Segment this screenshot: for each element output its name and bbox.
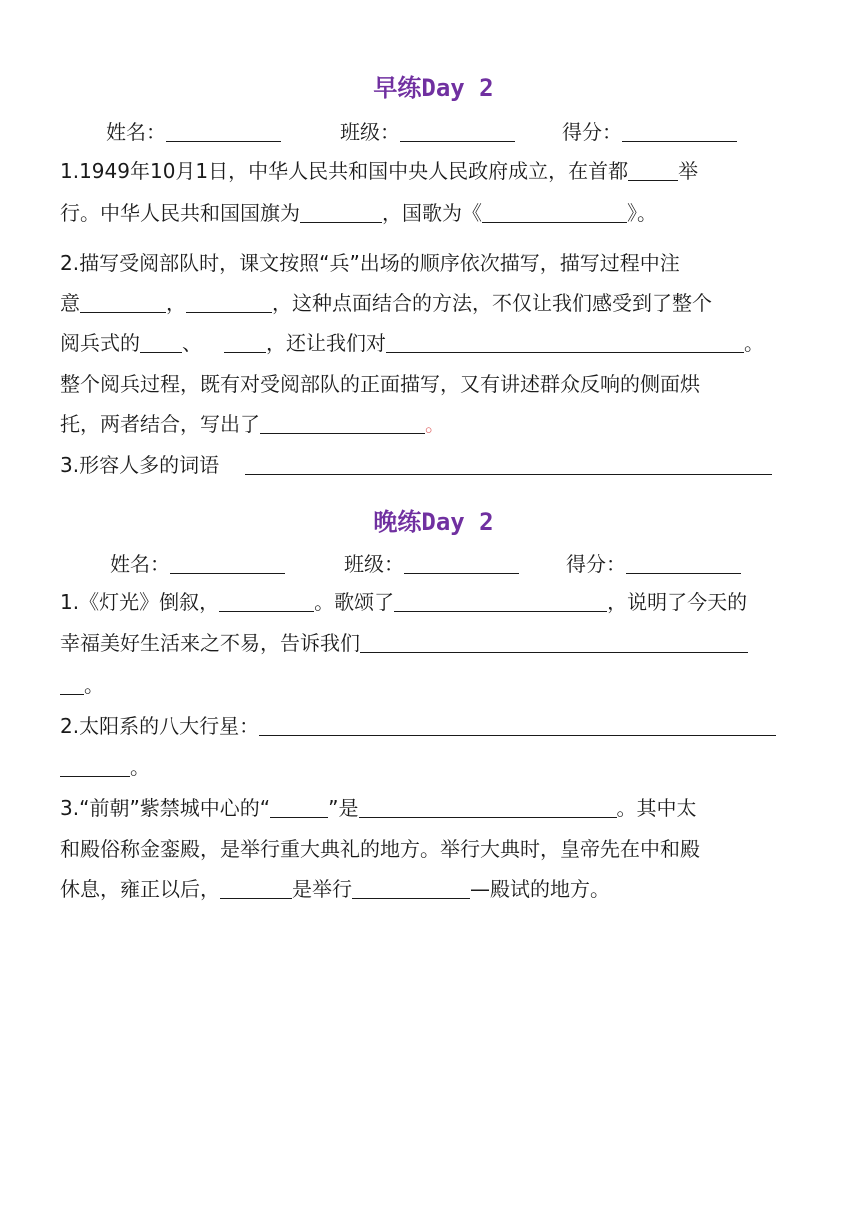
answer-blank[interactable]: [245, 454, 772, 475]
evening-q1-line3: 。: [60, 672, 104, 698]
answer-blank[interactable]: [628, 160, 678, 181]
evening-q2-line2: 。: [60, 754, 150, 780]
answer-blank[interactable]: [60, 674, 84, 695]
score-label: 得分：: [566, 552, 626, 576]
name-blank[interactable]: [170, 553, 285, 574]
class-label: 班级：: [340, 120, 400, 144]
evening-q1-line2: 幸福美好生活来之不易，告诉我们: [60, 630, 748, 656]
morning-q2-line2: 意 ， ，这种点面结合的方法，不仅让我们感受到了整个: [60, 291, 712, 315]
morning-q3-line1: 3.形容人多的词语: [60, 452, 772, 478]
evening-q3-line3: 休息，雍正以后， 是举行 —殿试的地方。: [60, 877, 610, 901]
answer-blank[interactable]: [224, 332, 266, 353]
answer-blank[interactable]: [186, 292, 272, 313]
answer-blank[interactable]: [360, 632, 748, 653]
score-blank[interactable]: [622, 121, 737, 142]
score-blank[interactable]: [626, 553, 741, 574]
evening-name-field: [110, 548, 285, 577]
morning-q2-line1: 2.描写受阅部队时，课文按照“兵”出场的顺序依次描写，描写过程中注: [60, 251, 680, 275]
name-blank[interactable]: [166, 121, 281, 142]
evening-score-field: [566, 548, 741, 577]
name-label: 姓名：: [106, 120, 166, 144]
answer-blank[interactable]: [386, 332, 744, 353]
morning-q2-line4: 整个阅兵过程，既有对受阅部队的正面描写，又有讲述群众反响的侧面烘: [60, 372, 700, 396]
morning-class-field: [340, 116, 515, 145]
answer-blank[interactable]: [482, 202, 627, 223]
morning-q1-line1: 1.1949年10月1日，中华人民共和国中央人民政府成立，在首都 举: [60, 159, 699, 183]
answer-blank[interactable]: [300, 202, 382, 223]
morning-q2-line3: 阅兵式的 、 ，还让我们对 。: [60, 331, 764, 355]
score-label: 得分：: [562, 120, 622, 144]
morning-score-field: [562, 116, 737, 145]
answer-blank[interactable]: [352, 878, 470, 899]
class-blank[interactable]: [404, 553, 519, 574]
answer-blank[interactable]: [60, 756, 130, 777]
answer-blank[interactable]: [259, 715, 776, 736]
name-label: 姓名：: [110, 552, 170, 576]
answer-blank[interactable]: [80, 292, 166, 313]
evening-q1-line1: 1.《灯光》倒叙， 。歌颂了 ，说明了今天的: [60, 590, 748, 614]
answer-blank[interactable]: [359, 797, 617, 818]
class-blank[interactable]: [400, 121, 515, 142]
evening-class-field: [344, 548, 519, 577]
evening-q3-line1: 3.“前朝”紫禁城中心的“ ”是 。其中太: [60, 796, 697, 820]
answer-blank[interactable]: [219, 591, 314, 612]
class-label: 班级：: [344, 552, 404, 576]
answer-blank[interactable]: [220, 878, 292, 899]
evening-title: 晚练Day 2: [373, 508, 494, 536]
morning-name-field: [106, 116, 281, 145]
evening-q2-line1: 2.太阳系的八大行星：: [60, 713, 776, 739]
morning-q2-line5: 托，两者结合，写出了 。: [60, 412, 445, 436]
answer-blank[interactable]: [394, 591, 607, 612]
evening-q3-line2: 和殿俗称金銮殿，是举行重大典礼的地方。举行大典时，皇帝先在中和殿: [60, 837, 700, 861]
answer-blank[interactable]: [260, 413, 425, 434]
answer-blank[interactable]: [270, 797, 328, 818]
morning-title: 早练Day 2: [373, 74, 494, 102]
morning-q1-line2: 行。中华人民共和国国旗为 ，国歌为《 》。: [60, 201, 657, 225]
answer-blank[interactable]: [140, 332, 182, 353]
